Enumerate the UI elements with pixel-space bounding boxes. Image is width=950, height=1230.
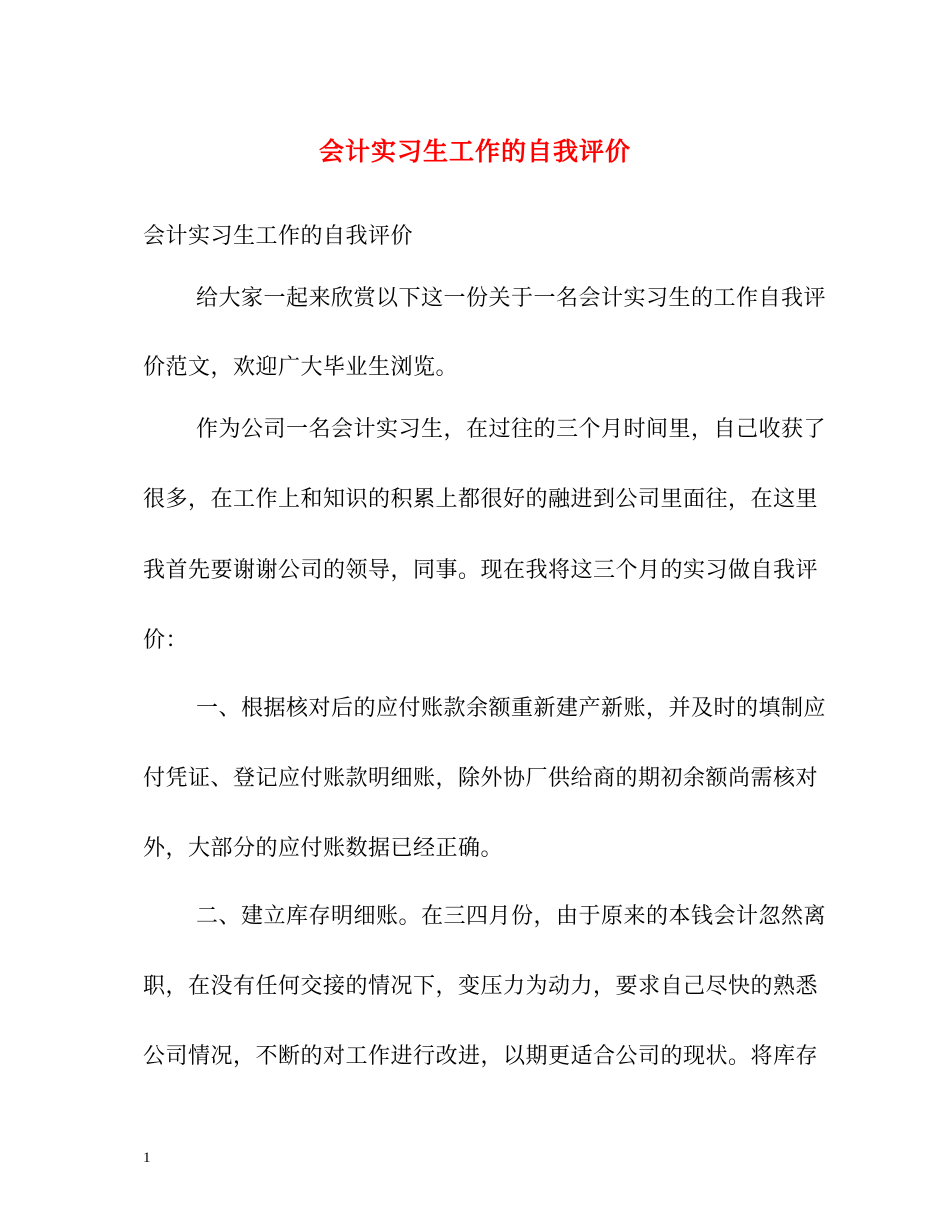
body-line: 价： (143, 628, 189, 653)
body-line: 很多，在工作上和知识的积累上都很好的融进到公司里面往，在这里 (143, 487, 819, 512)
body-line: 我首先要谢谢公司的领导，同事。现在我将这三个月的实习做自我评 (143, 558, 819, 583)
body-line: 给大家一起来欣赏以下这一份关于一名会计实习生的工作自我评 (196, 286, 827, 311)
body-line: 付凭证、登记应付账款明细账，除外协厂供给商的期初余额尚需核对 (143, 766, 819, 791)
document-subtitle: 会计实习生工作的自我评价 (143, 224, 414, 249)
body-line: 二、建立库存明细账。在三四月份，由于原来的本钱会计忽然离 (196, 904, 827, 929)
body-line: 一、根据核对后的应付账款余额重新建产新账，并及时的填制应 (196, 696, 827, 721)
body-line: 公司情况，不断的对工作进行改进，以期更适合公司的现状。将库存 (143, 1044, 819, 1069)
body-line: 职，在没有任何交接的情况下，变压力为动力，要求自己尽快的熟悉 (143, 974, 819, 999)
body-line: 作为公司一名会计实习生，在过往的三个月时间里，自己收获了 (196, 417, 827, 442)
body-line: 价范文，欢迎广大毕业生浏览。 (143, 355, 459, 380)
page-number: 1 (143, 1150, 151, 1166)
body-line: 外，大部分的应付账数据已经正确。 (143, 836, 504, 861)
document-title: 会计实习生工作的自我评价 (318, 137, 631, 166)
